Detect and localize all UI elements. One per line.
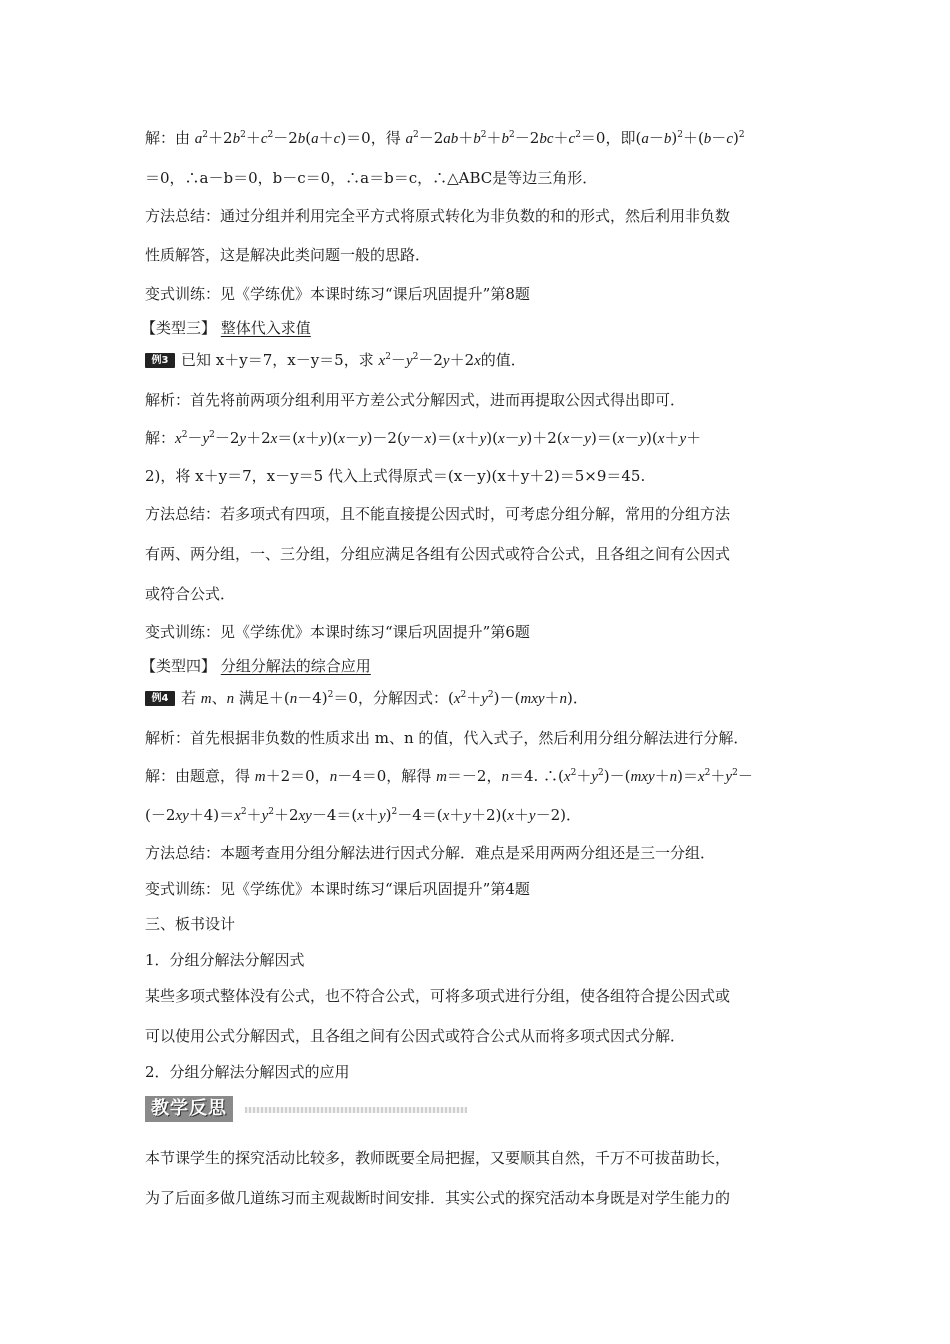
- example4-text: 若 m、n 满足$+(n-4)^2=0$，分解因式：$(x^2+y^2)-(mxy+n)$．: [181, 689, 588, 707]
- solution4-line1: 解：由题意，得 m＋2＝0，n－4＝0，解得 m＝－2，n＝4. $\therefore(x^2+y^2)-(mxy+n)=x^2+y^2-$: [145, 767, 753, 785]
- example3-expression: $x^2-y^2-2y+2x$: [378, 351, 481, 369]
- type3-heading: [141, 318, 311, 338]
- example3-text-prefix: 已知 x＋y＝7，x－y＝5，求: [181, 351, 374, 369]
- type3-topic: 整体代入求值: [220, 319, 311, 337]
- solution1-math1: $a^2+2b^2+c^2-2b(a+c)=0$，得 $a^2-2ab+b^2+b^2-2bc+c^2=0$，即$(a-b)^2+(b-c)^2$: [194, 129, 745, 147]
- board-item-1: 1．分组分解法分解因式: [145, 951, 305, 969]
- example3-text-suffix: 的值．: [480, 351, 526, 369]
- solution1-line1: [145, 128, 745, 149]
- practice3: 变式训练：见《学练优》本课时练习“课后巩固提升”第6题: [145, 623, 530, 641]
- reflection-banner-label: 教学反思: [145, 1096, 233, 1122]
- example3: [145, 350, 526, 371]
- example4-badge: 例4: [145, 691, 175, 706]
- board-desc-1-line1: 某些多项式整体没有公式，也不符合公式，可将多项式进行分组，使各组符合提公因式或: [145, 987, 731, 1005]
- reflection-banner: [145, 1096, 467, 1122]
- practice1: 变式训练：见《学练优》本课时练习“课后巩固提升”第8题: [145, 285, 530, 303]
- example4: [145, 688, 588, 709]
- method3-line2: 有两、两分组，一、三分组，分组应满足各组有公因式或符合公式，且各组之间有公因式: [145, 545, 731, 563]
- analysis4: 解析：首先根据非负数的性质求出 m、n 的值，代入式子，然后利用分组分解法进行分解．: [145, 729, 749, 747]
- type4-prefix: 【类型四】: [141, 657, 217, 675]
- solution1-line2: ＝0，∴a－b＝0，b－c＝0，∴a＝b＝c，∴△ABC是等边三角形．: [145, 169, 598, 187]
- solution3-line1: 解：$x^2-y^2-2y+2x=(x+y)(x-y)-2(y-x)=(x+y)(x-y)+2(x-y)=(x-y)(x+y+$: [145, 429, 702, 447]
- solution4-line2: $(-2xy+4)=x^2+y^2+2xy-4=(x+y)^2-4=(x+y+2)(x+y-2)$．: [145, 806, 581, 824]
- solution3-line2: 2)，将 x＋y＝7，x－y＝5 代入上式得原式＝(x－y)(x＋y＋2)＝5×9＝45.: [145, 467, 646, 485]
- example3-badge: 例3: [145, 353, 175, 368]
- method1-line2: 性质解答，这是解决此类问题一般的思路．: [145, 246, 431, 264]
- section-board-design: 三、板书设计: [145, 915, 236, 933]
- reflection-banner-dotted-bar: [245, 1107, 467, 1113]
- method3-line3: 或符合公式．: [145, 585, 236, 603]
- practice4: 变式训练：见《学练优》本课时练习“课后巩固提升”第4题: [145, 880, 530, 898]
- type4-topic: 分组分解法的综合应用: [220, 657, 371, 675]
- type3-prefix: 【类型三】: [141, 319, 217, 337]
- board-desc-1-line2: 可以使用公式分解因式，且各组之间有公因式或符合公式从而将多项式因式分解．: [145, 1027, 686, 1045]
- solution1-prefix: 解：由: [145, 129, 191, 147]
- method1-line1: 方法总结：通过分组并利用完全平方式将原式转化为非负数的和的形式，然后利用非负数: [145, 207, 731, 225]
- method3-line1: 方法总结：若多项式有四项，且不能直接提公因式时，可考虑分组分解，常用的分组方法: [145, 505, 731, 523]
- reflection-line1: 本节课学生的探究活动比较多，教师既要全局把握，又要顺其自然，千万不可拔苗助长，: [145, 1149, 731, 1167]
- method4: 方法总结：本题考查用分组分解法进行因式分解．难点是采用两两分组还是三一分组．: [145, 844, 716, 862]
- analysis3: 解析：首先将前两项分组利用平方差公式分解因式，进而再提取公因式得出即可．: [145, 391, 686, 409]
- type4-heading: [141, 656, 371, 676]
- board-item-2: 2．分组分解法分解因式的应用: [145, 1063, 350, 1081]
- reflection-line2: 为了后面多做几道练习而主观裁断时间安排．其实公式的探究活动本身既是对学生能力的: [145, 1189, 731, 1207]
